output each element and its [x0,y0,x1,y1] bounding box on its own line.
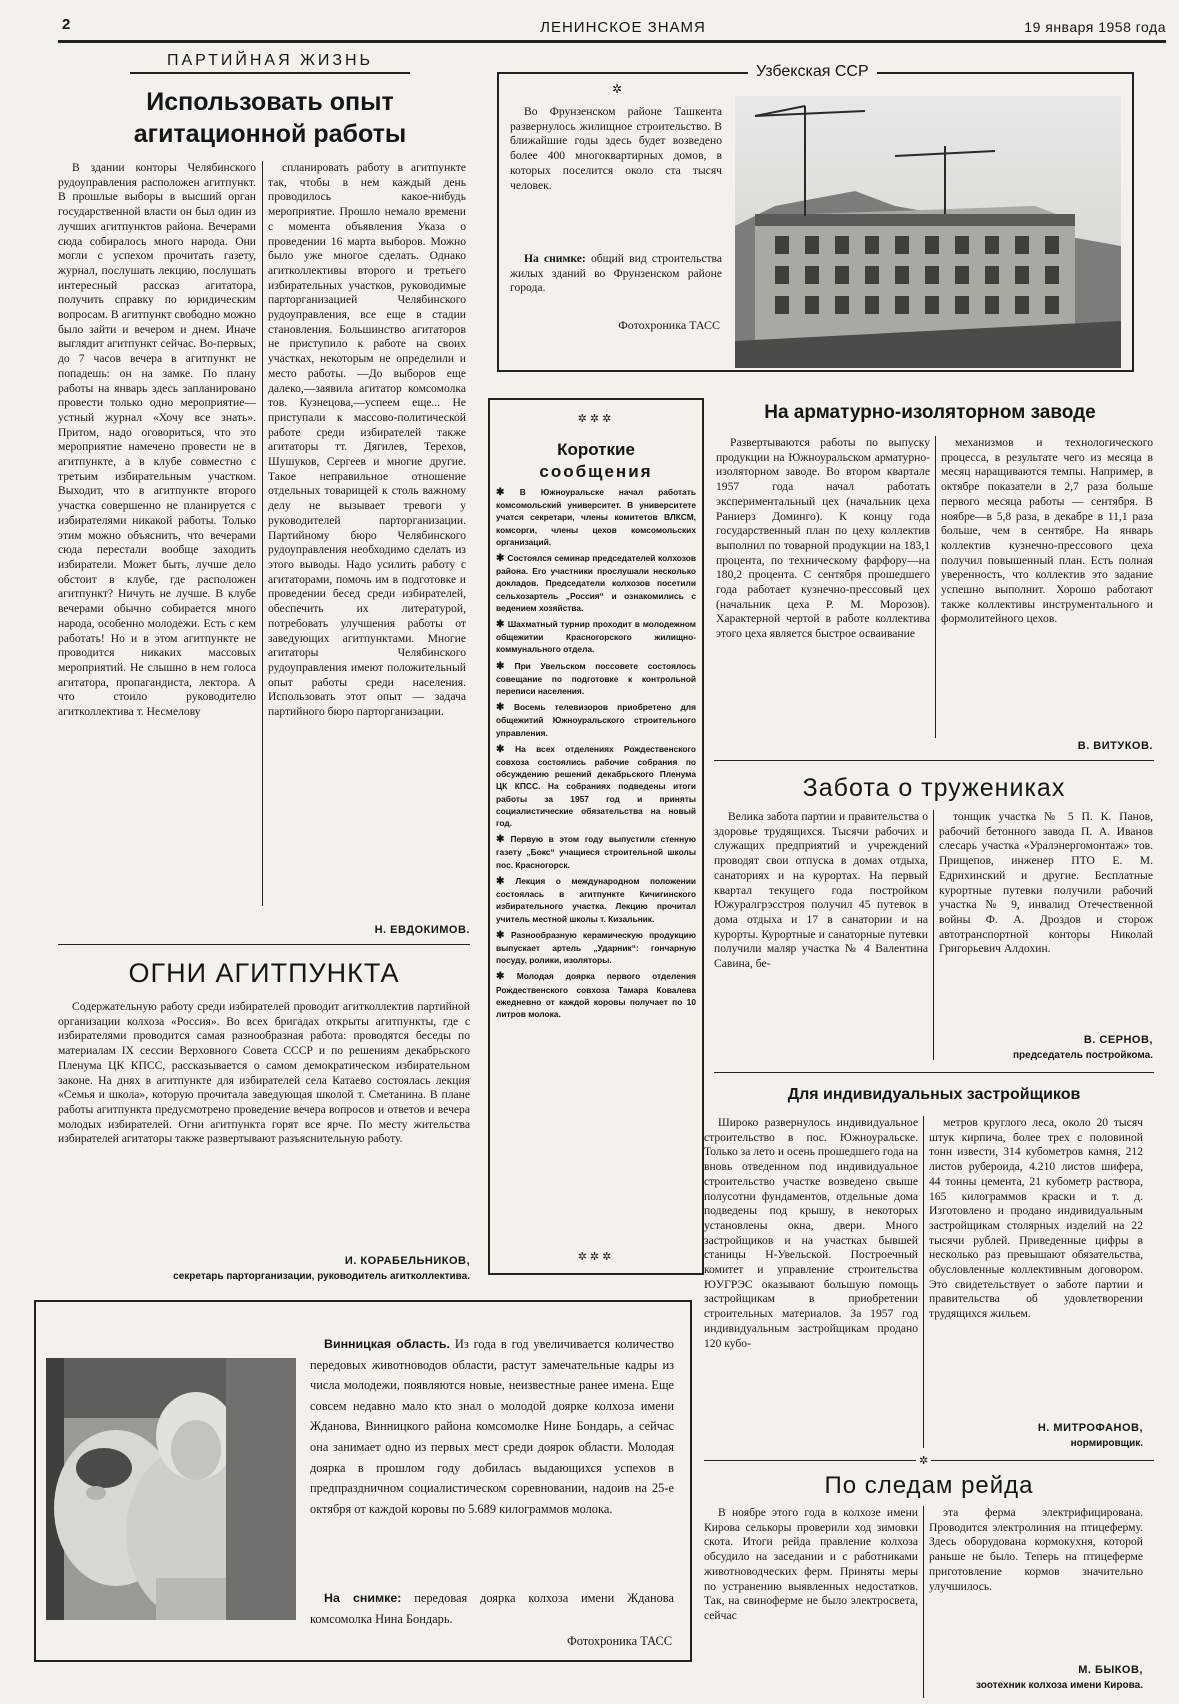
star-ornament-icon: ✲✲✲ [577,1251,615,1263]
party-life-signature: Н. ЕВДОКИМОВ. [374,924,470,936]
raid-signature-title: зоотехник колхоза имени Кирова. [976,1680,1143,1691]
care-headline: Забота о тружениках [802,774,1066,802]
builders-signature-title: нормировщик. [1070,1438,1143,1449]
uzbek-body: Во Фрунзенском районе Ташкента развернулось жилищное строительство. В ближайшие годы здесь будет возведено более 400 многоквартирных домов, в которых поселится около ста тысяч человек. [510,105,722,192]
list-item: ✱ Состоялся семинар председателей колхозов района. Его участники прослушали несколько докладов. Председатели колхозов посетили сельхозартель „Россия“ и ознакомились с ведением хозяйства. [496,553,696,613]
section-rule [58,944,470,945]
list-item: ✱ Лекция о международном положении состоялась в агитпункте Кичигинского избирательного участка. Лекцию прочитал учитель местной школы т. Кизальник. [496,875,696,924]
list-item: ✱ Разнообразную керамическую продукцию выпускает артель „Ударник“: гончарную посуду, ролики, изоляторы. [496,929,696,966]
newspaper-title: ЛЕНИНСКОЕ ЗНАМЯ [540,19,706,36]
short-news-title-1: Короткие [557,440,635,459]
caption-text: передовая доярка колхоза имени Жданова комсомолка Нина Бондарь. [310,1591,674,1626]
photo-credit: Фотохроника ТАСС [566,1634,672,1648]
fires-headline: ОГНИ АГИТПУНКТА [128,958,400,988]
uzbek-label: Узбекская ССР [748,63,877,81]
list-item: ✱ В Южноуральске начал работать комсомольский университет. В университете учатся секретари, члены комитетов ВЛКСМ, комсорги, члены цехов комсомольских организаций. [496,487,696,547]
list-item: ✱ При Увельском поссовете состоялось совещание по подготовке к контрольной переписи населения. [496,660,696,697]
party-life-column-2: спланировать работу в агитпункте так, чтобы в нем каждый день проводилось какое-нибудь мероприятие. Прошло немало времени с момента объявления Указа о проведении 16 марта выборов. Можно было уже многое сделать. Однако агитколлективы второго и третьего избирательных участков, руководимые парторганизацией Челябинского рудоуправления, все еще в стадии становления. Большинство агитаторов не приступило к работе на своих участках, некоторым не определили и место работы. —До выборов еще далеко,—заявила агитатор комсомолка тов. Кузнецова,—успеем еще... Не приступали к массово-политической работе среди избирателей также агитаторы тт. Дягилев, Терехов, Шушуков, Сергеев и многие другие. Такое неправильное отношение отдельных товарищей к столь важному делу не вызывает тревоги у руководителей парторганизации. Партийному бюро Челябинского рудоуправления необходимо сделать из этого выводы. Надо усилить работу с агитаторами, помочь им в подготовке и проведении бесед среди избирателей, обеспечить их литературой, потребовать улучшения работы от заведующих агитпунктами. Многие агитаторы Челябинского рудоуправления имеют положительный опыт работы среди населения. Использовать этот опыт — задача партийного бюро парторганизации. [268,161,466,719]
vinnitsa-caption [310,1588,674,1630]
caption-text: общий вид строительства жилых зданий во Фрунзенском районе города. [510,252,722,295]
builders-column-1: Широко развернулось индивидуальное строительство в пос. Южноуральске. Только за лето и осень прошедшего года на вновь отведенном под индивидуальное строительство участке возведено свыше полусотни фундаментов, отдельные дома подведены под крышу, в некоторых установлены окна, двери. Много застройщиков и на участках бывшей станицы Н-Увельской. Построечный комитет и управление строительства ЮУГРЭС оказывают большую помощь застройщикам в приобретении строительных материалов. За 1957 год индивидуальным застройщикам продано 120 кубо- [704,1116,918,1350]
fires-signature-title: секретарь парторганизации, руководитель агитколлектива. [173,1271,470,1282]
short-news-title-2: сообщения [539,462,653,481]
party-life-column-1: В здании конторы Челябинского рудоуправления расположен агитпункт. В прошлые выборы в высший орган государственной власти он был один из лучших агитпунктов района. Вечерами сюда собиралось много народа. Они могли с успехом прочитать газету, журнал, послушать лекцию, послушать интересный рассказ агитатора, получить справку по юридическим вопросам. В агитпункт свободно можно было зайти и вечером и днем. Иначе выглядит агитпункт сейчас. Во-первых, до 7 часов вечера в агитпункт не попадешь: он на замке. По плану работы на январь здесь запланировано провести только одно мероприятие—устный журнал «Хочу все знать». Притом, надо оговориться, что это мероприятие намечено провести не в агитпункте, а в клубе совместно с третьим избирательным участком. Выходит, что в агитпункте второго участка совершенно не планируется с избирателями никакой работы. Только этим можно объяснить, что вечерами сюда перестали вообще заходить избиратели. Может быть, лучше дело обстоит в клубе, где расположен агитпункт? Ничуть не лучше. В клубе вечерами обычно собирается много народа, особенно молодежи. Есть с кем работать! Но и в этом агитпункте не проводится никаких массовых мероприятий. Не слышно в нем голоса агитатора, пропагандиста, лектора. А что стоило руководителю агитколлектива т. Несмелову [58,161,256,719]
vinnitsa-text: Из года в год увеличивается количество передовых животноводов области, растут замечательные кадры из числа молодежи, появляются новые, неизвестные ранее имена. Еще совсем недавно мало кто знал о молодой доярке колхоза имени Жданова, Винницкого района комсомолке Нине Бондарь, а сейчас она занимает одно из первых мест среди доярок области. Молодая доярка в прошлом году добилась выдающихся успехов в предпраздничном социалистическом соревновании, надоив на 25-е октября от каждой коровы по 5.689 килограммов молока. [310,1337,674,1516]
raid-headline: По следам рейда [824,1472,1034,1499]
care-column-1: Велика забота партии и правительства о здоровье трудящихся. Тысячи рабочих и служащих предприятий и учреждений проводят свои отпуска в домах отдыха, санаториях и на курортах. На первый квартал текущего года постройком Южуралгрэсстроя получил 45 путевок в дома отдыха и 17 в санатории и на курорты. Курортные и санаторные путевки получили маляр участка № 4 Валентина Савина, бе- [714,810,928,971]
section-rule [714,760,1154,761]
list-item: ✱ Молодая доярка первого отделения Рождественского совхоза Тамара Ковалева ежедневно от каждой коровы получает по 10 литров молока. [496,971,696,1019]
builders-headline: Для индивидуальных застройщиков [787,1086,1081,1103]
vinnitsa-lead: Винницкая область. [324,1337,450,1351]
raid-signature: М. БЫКОВ, [1078,1664,1143,1676]
raid-column-2: эта ферма электрифицирована. Проводится электролиния на птицеферму. Здесь оборудована кормокухня, которой раньше не было. Теперь на птицеферме приготовление кормов значительно улучшилось. [929,1506,1143,1593]
construction-photo [735,96,1121,368]
care-signature: В. СЕРНОВ, [1083,1034,1153,1046]
section-rule [714,1072,1154,1073]
vinnitsa-body [310,1334,674,1588]
builders-signature: Н. МИТРОФАНОВ, [1037,1422,1143,1434]
issue-date: 19 января 1958 года [1024,19,1166,35]
raid-column-1: В ноябре этого года в колхозе имени Кирова селькоры проверили ход зимовки скота. Итоги рейда правление колхоза обсудило на заседании и с работниками животноводческих ферм. Приняты меры по устранению выявленных недостатков. Так, на свиноферме не было электросвета, сейчас [704,1506,918,1622]
armature-column-1: Развертываются работы по выпуску продукции на Южноуральском арматурно-изоляторном заводе. Во втором квартале 1957 года начал работать экспериментальный цех (начальник цеха Раниерз Доминго). К концу года государственный план по цеху коллектив выполнил по товарной продукции на 183,1 процента, по техническому фарфору—на 180,2 процента. С сентября прошедшего года работает кузнечно-прессовый цех (начальник цеха Р. М. Морозов). Характерной чертой в работе коллектива этого цеха является быстрое осваивание [716,436,930,641]
column-divider [262,161,263,906]
fires-signature: И. КОРАБЕЛЬНИКОВ, [344,1255,470,1267]
column-divider [923,1116,924,1448]
caption-label: На снимке: [524,252,586,265]
milkmaid-photo [46,1358,296,1620]
builders-column-2: метров круглого леса, около 20 тысяч штук кирпича, более трех с половиной тонн извести, 314 кубометров камня, 212 листов рубероида, 4.210 листов шифера, 44 тонны цемента, 21 кубометр раствора, 165 килограммов краски и т. д. Изготовлено и продано индивидуальным застройщикам столярных изделий на 22 тысячи рублей. Приведенные цифры в несколько раз превышают обязательства, обусловленные коллективным договором. Это свидетельствует о заботе партии и правительства об удовлетворении трудящихся жильем. [929,1116,1143,1321]
armature-column-2: механизмов и технологического процесса, в результате чего из месяца в месяц наращиваются темпы. Например, в октябре показатели в 2,7 раза больше первого месяца работы — сентября. В ноябре—в 5,8 раза, в декабре в 11,1 раза больше, чем в сентябре. На январь коллектив кузнечно-прессового цеха получил повышенный план. Есть полная уверенность, что коллектив это задание успешно выполнит. Хорошо работают также коллективы инструментального и формолитейного цехов. [941,436,1153,626]
column-divider [923,1506,924,1698]
star-icon: ✲ [916,1454,931,1467]
star-icon: ✲ [612,82,623,96]
care-signature-title: председатель постройкома. [1013,1050,1153,1061]
uzbek-caption [510,252,722,318]
star-ornament-icon: ✲✲✲ [577,413,615,425]
party-life-headline: Использовать опыт агитационной работы [133,88,407,148]
party-life-rubric: ПАРТИЙНАЯ ЖИЗНЬ [130,52,410,74]
list-item: ✱ На всех отделениях Рождественского совхоза состоялись рабочие собрания по обсуждению решений декабрьского Пленума ЦК КПСС. На собраниях подведены итоги работы за 1957 год и приняты социалистические обязательства на новый год. [496,743,696,829]
column-divider [935,436,936,738]
masthead [58,14,1166,40]
list-item: ✱ Шахматный турнир проходит в молодежном общежитии Красногорского жилищно-коммунального отдела. [496,619,696,655]
masthead-rule [58,40,1166,43]
caption-label: На снимке: [324,1591,402,1605]
column-divider [933,810,934,1060]
armature-headline: На арматурно-изоляторном заводе [764,402,1096,423]
list-item: ✱ Восемь телевизоров приобретено для общежитий Южноуральского строительного управления. [496,702,696,738]
armature-signature: В. ВИТУКОВ. [1077,740,1153,752]
fires-body: Содержательную работу среди избирателей проводит агитколлектив партийной организации колхоза «Россия». Во всех бригадах открыты агитпункты, где с избирателями проводится самая разнообразная работа: проводятся беседы по материалам IX сессии Верховного Совета СССР и по решениям декабрьского Пленума ЦК КПСС, рассказывается о самом демократическом избирательном законе. На днях в агитпункте для избирателей села Катаево состоялась лекция «Семья и школа», которую прочитала заведующая школой т. Сметанина. В плане работы агитпункта предусмотрено проведение вечера вопросов и ответов и вечера молодых избирателей. Огни агитпункта горят все ярче. По месту жительства избирателей агитаторы также развертывают разъяснительную работу. [58,1000,470,1146]
page-number: 2 [62,16,71,33]
short-news-list [496,486,696,1024]
list-item: ✱ Первую в этом году выпустили стенную газету „Бокс“ учащиеся строительной школы пос. Красногорск. [496,834,696,870]
photo-credit: Фотохроника ТАСС [618,318,720,332]
care-column-2: тонщик участка № 5 П. К. Панов, рабочий бетонного завода П. А. Иванов слесарь участка «Уралэнергомонтаж» тов. Прищепов, инженер ПТО Е. М. Едрихинский и другие. Бесплатные курортные путевки получили рабочий участка № 9, инвалид Отечественной войны Ф. А. Дроздов и сторож автотранспортной конторы Николай Григорьевич Алдохин. [939,810,1153,956]
